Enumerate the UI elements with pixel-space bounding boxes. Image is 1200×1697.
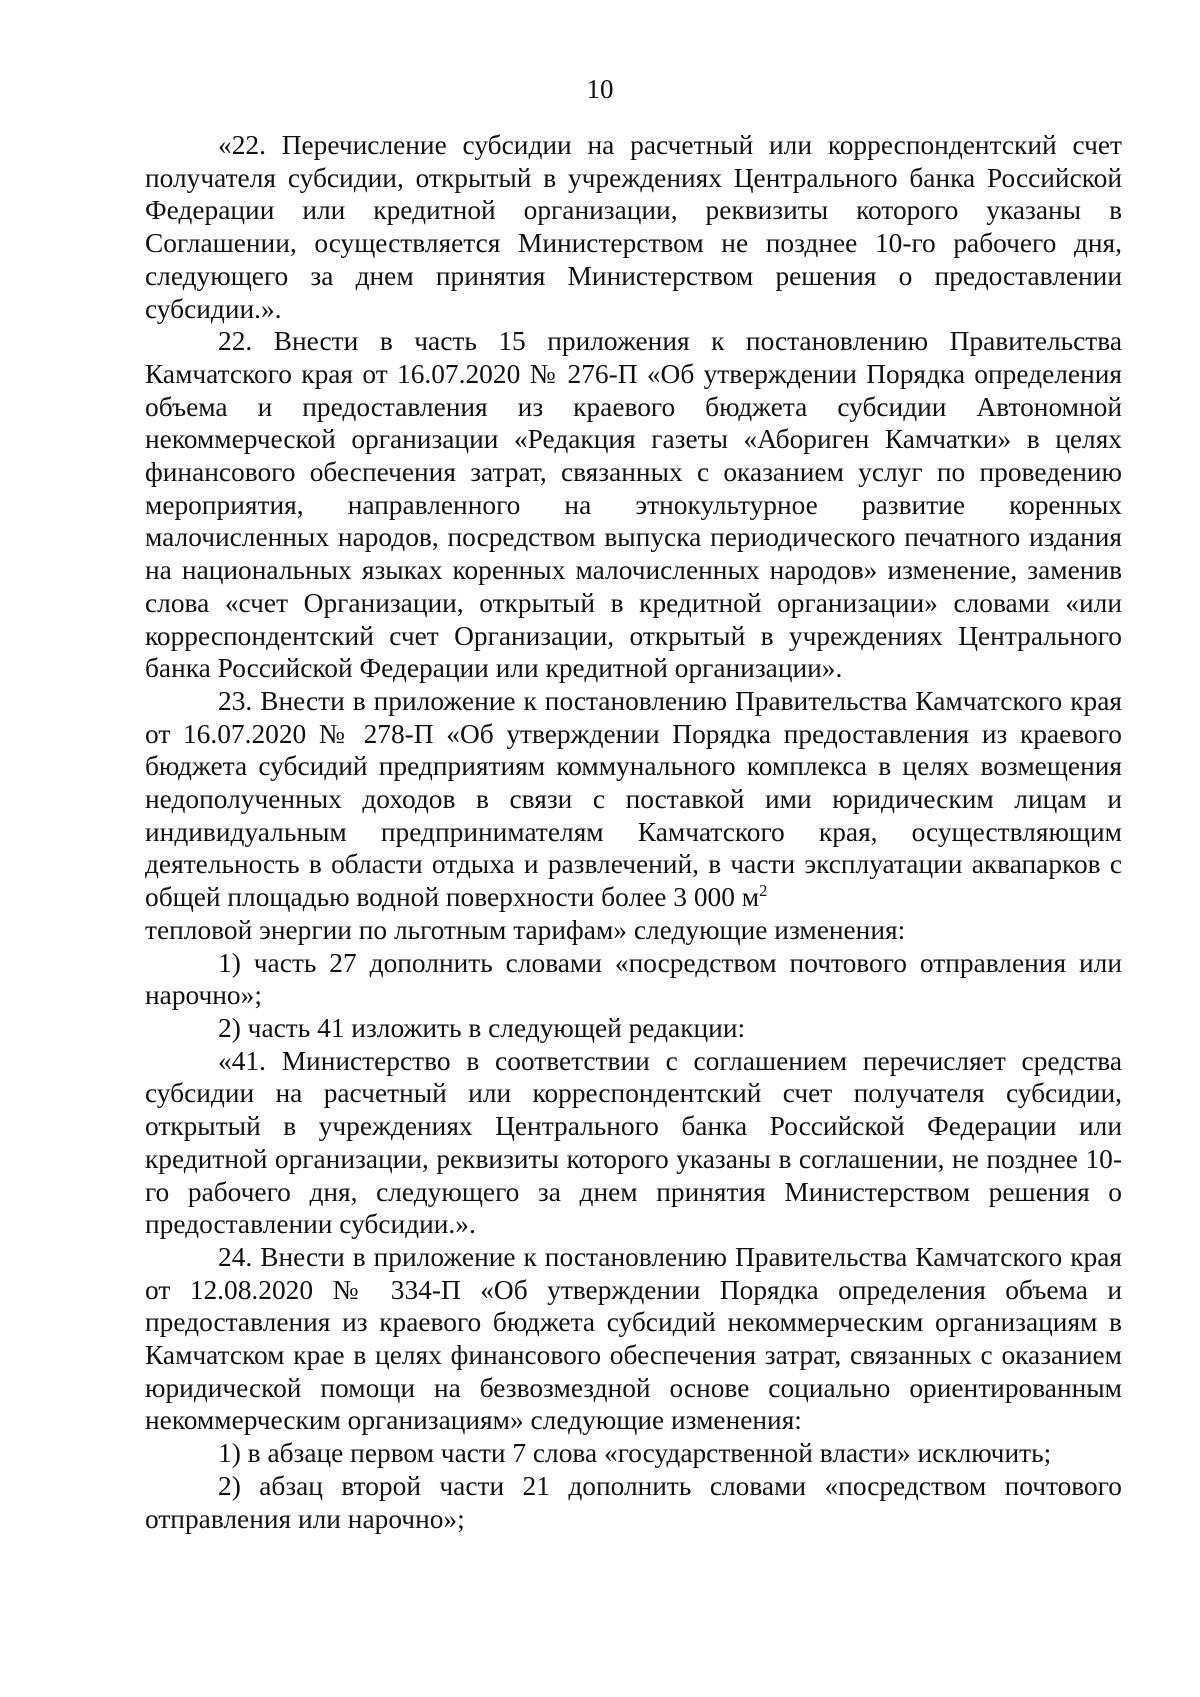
paragraph-23-text: 23. Внести в приложение к постановлению Правительства Камчатского края от 16.07.2020 № 278-П «Об утверждении Порядка предоставления из краевого бюджета субсидий предприятиям коммунального комплекса в целях возмещения недополученных доходов в связи с поставкой ими юридическим лицам и индивидуальным предпринимателям Камчатского края, осуществляющим деятельность в области отдыха и развлечений, в части эксплуатации аквапарков с общей площадью водной поверхности более 3 000 м [145, 685, 1122, 913]
paragraph-23 [145, 685, 1122, 947]
paragraph-24: 24. Внести в приложение к постановлению Правительства Камчатского края от 12.08.2020 № 334-П «Об утверждении Порядка определения объема и предоставления из краевого бюджета субсидий некоммерческим организациям в Камчатском крае в целях финансового обеспечения затрат, связанных с оказанием юридической помощи на безвозмездной основе социально ориентированным некоммерческим организациям» следующие изменения: [145, 1241, 1122, 1436]
paragraph-24-item-1: 1) в абзаце первом части 7 слова «государственной власти» исключить; [218, 1438, 1052, 1469]
paragraph-22: 22. Внести в часть 15 приложения к постановлению Правительства Камчатского края от 16.07.2020 № 276-П «Об утверждении Порядка определения объема и предоставления из краевого бюджета субсидии Автономной некоммерческой организации «Редакция газеты «Абориген Камчатки» в целях финансового обеспечения затрат, связанных с оказанием услуг по проведению мероприятия, направленного на этнокультурное развитие коренных малочисленных народов, посредством выпуска периодического печатного издания на национальных языках коренных малочисленных народов» изменение, заменив слова «счет Организации, открытый в кредитной организации» словами «или корреспондентский счет Организации, открытый в учреждениях Центрального банка Российской Федерации или кредитной организации». [145, 326, 1122, 684]
paragraph-23-item-1: 1) часть 27 дополнить словами «посредством почтового отправления или нарочно»; [145, 947, 1122, 1011]
superscript-square: 2 [759, 881, 768, 901]
paragraph-23-tail: тепловой энергии по льготным тарифам» следующие изменения: [145, 914, 906, 945]
document-body [145, 129, 1122, 1535]
paragraph-41-quote: «41. Министерство в соответствии с соглашением перечисляет средства субсидии на расчетный или корреспондентский счет получателя субсидии, открытый в учреждениях Центрального банка Российской Федерации или кредитной организации, реквизиты которого указаны в соглашении, не позднее 10-го рабочего дня, следующего за днем принятия Министерством решения о предоставлении субсидии.». [145, 1045, 1122, 1240]
paragraph-23-item-2: 2) часть 41 изложить в следующей редакции: [218, 1012, 746, 1043]
paragraph-22-quote: «22. Перечисление субсидии на расчетный или корреспондентский счет получателя субсидии, открытый в учреждениях Центрального банка Российской Федерации или кредитной организации, реквизиты которого указаны в Соглашении, осуществляется Министерством не позднее 10-го рабочего дня, следующего за днем принятия Министерством решения о предоставлении субсидии.». [145, 130, 1122, 324]
page-number: 10 [586, 74, 614, 104]
paragraph-24-item-2: 2) абзац второй части 21 дополнить словами «посредством почтового отправления или нарочно»; [145, 1470, 1122, 1534]
